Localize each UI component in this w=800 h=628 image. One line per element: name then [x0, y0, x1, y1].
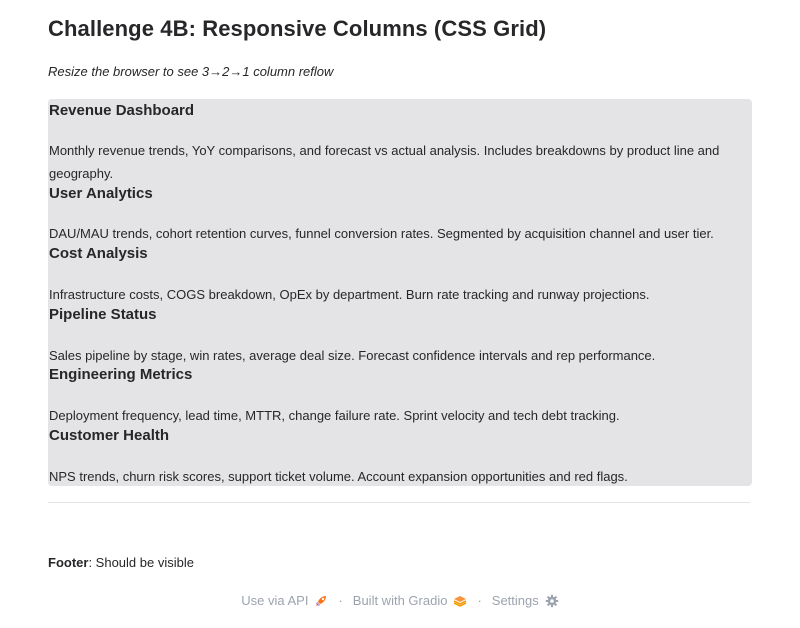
card-title: Customer Health: [49, 427, 170, 444]
card-title: Cost Analysis: [49, 245, 148, 262]
card-text: Monthly revenue trends, YoY comparisons, and forecast vs actual analysis. Includes breakdowns by product line and geography.: [49, 143, 720, 181]
card-pipeline-status: [49, 306, 739, 363]
rocket-icon: [314, 594, 328, 608]
card-text: Deployment frequency, lead time, MTTR, change failure rate. Sprint velocity and tech debt tracking.: [49, 408, 620, 423]
card-title: User Analytics: [49, 185, 153, 202]
built-with-gradio-label: Built with Gradio: [352, 593, 448, 608]
separator: ·: [338, 593, 343, 608]
card-customer-health: [49, 427, 739, 484]
card-title: Engineering Metrics: [49, 366, 193, 383]
card-cost-analysis: [49, 245, 739, 302]
gradio-logo-icon: [453, 594, 467, 608]
gradio-footer: [0, 593, 800, 608]
card-title: Pipeline Status: [49, 306, 157, 323]
card-title: Revenue Dashboard: [49, 102, 195, 119]
footer-note: [48, 555, 194, 570]
card-revenue-dashboard: [49, 102, 739, 181]
settings-label: Settings: [491, 593, 539, 608]
built-with-gradio-link[interactable]: [353, 593, 468, 608]
page-subtitle: Resize the browser to see 3→2→1 column reflow: [48, 64, 334, 79]
cards-grid: [48, 99, 752, 486]
divider: [48, 502, 750, 503]
footer-note-text: : Should be visible: [88, 555, 194, 570]
card-text: DAU/MAU trends, cohort retention curves, funnel conversion rates. Segmented by acquisition channel and user tier.: [49, 226, 714, 241]
card-engineering-metrics: [49, 366, 739, 423]
card-text: Infrastructure costs, COGS breakdown, OpEx by department. Burn rate tracking and runway projections.: [49, 287, 650, 302]
separator: ·: [477, 593, 482, 608]
use-via-api-label: Use via API: [241, 593, 309, 608]
card-text: Sales pipeline by stage, win rates, average deal size. Forecast confidence intervals and rep performance.: [49, 348, 656, 363]
use-via-api-link[interactable]: [241, 593, 328, 608]
card-text: NPS trends, churn risk scores, support ticket volume. Account expansion opportunities and red flags.: [49, 469, 628, 484]
footer-note-label: Footer: [48, 555, 89, 570]
gear-icon: [545, 594, 559, 608]
card-user-analytics: [49, 185, 739, 241]
settings-link[interactable]: [492, 593, 559, 608]
page-title: Challenge 4B: Responsive Columns (CSS Grid): [48, 16, 547, 41]
